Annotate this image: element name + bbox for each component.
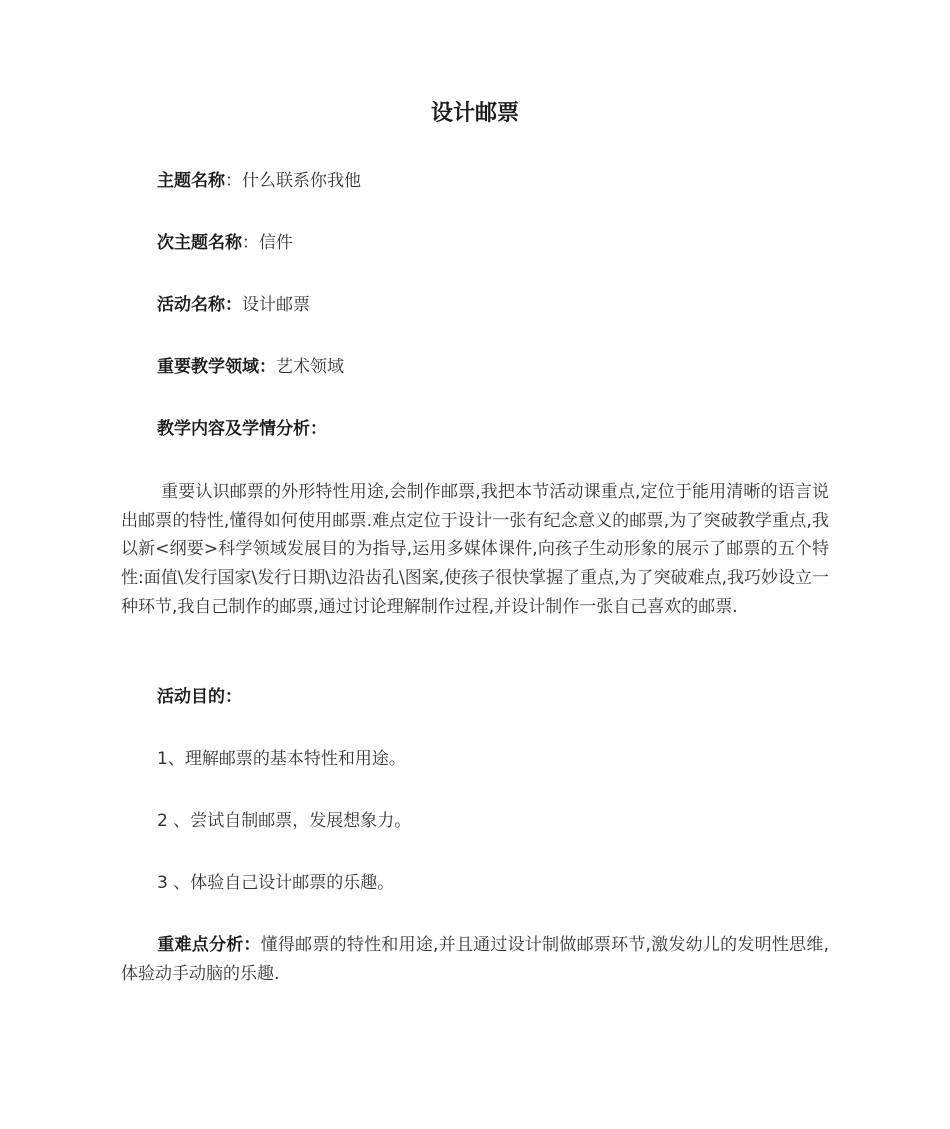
activity-label: 活动名称：: [157, 295, 242, 315]
topic-separator: ：: [225, 171, 242, 191]
domain-value: 艺术领域: [276, 357, 344, 377]
analysis-heading: 教学内容及学情分析：: [157, 419, 327, 439]
keypoint-label: 重难点分析：: [157, 935, 261, 955]
page-title: 设计邮票: [430, 101, 519, 126]
subtopic-separator: ：: [242, 233, 259, 253]
goal-item: 1、理解邮票的基本特性和用途。: [157, 749, 406, 769]
subtopic-label: 次主题名称: [157, 233, 242, 253]
domain-label: 重要教学领域：: [157, 357, 276, 377]
subtopic-line: [157, 230, 293, 256]
domain-line: [157, 354, 344, 380]
keypoint-paragraph: [121, 931, 829, 988]
goal-item: 3 、体验自己设计邮票的乐趣。: [157, 873, 395, 893]
topic-value: 什么联系你我他: [242, 171, 361, 191]
goals-heading-line: [157, 684, 242, 710]
keypoint-text: 懂得邮票的特性和用途,并且通过设计制做邮票环节,激发幼儿的发明性思维,体验动手动脑的乐趣.: [121, 935, 829, 984]
goal-item: 2 、尝试自制邮票，发展想象力。: [157, 811, 412, 831]
activity-line: [157, 292, 310, 318]
topic-line: [157, 168, 361, 194]
topic-label: 主题名称: [157, 171, 225, 191]
goals-heading: 活动目的：: [157, 687, 242, 707]
subtopic-value: 信件: [259, 233, 293, 253]
analysis-heading-line: [157, 416, 327, 442]
analysis-text: 重要认识邮票的外形特性用途,会制作邮票,我把本节活动课重点,定位于能用清晰的语言说出邮票的特性,懂得如何使用邮票.难点定位于设计一张有纪念意义的邮票,为了突破教学重点,我以新<纲要>科学领域发展目的为指导,运用多媒体课件,向孩子生动形象的展示了邮票的五个特性:面值\发行国家\发行日期\边沿齿孔\图案,使孩子很快掌握了重点,为了突破难点,我巧妙设立一种环节,我自己制作的邮票,通过讨论理解制作过程,并设计制作一张自己喜欢的邮票.: [121, 482, 829, 617]
analysis-paragraph: [121, 478, 829, 622]
activity-value: 设计邮票: [242, 295, 310, 315]
